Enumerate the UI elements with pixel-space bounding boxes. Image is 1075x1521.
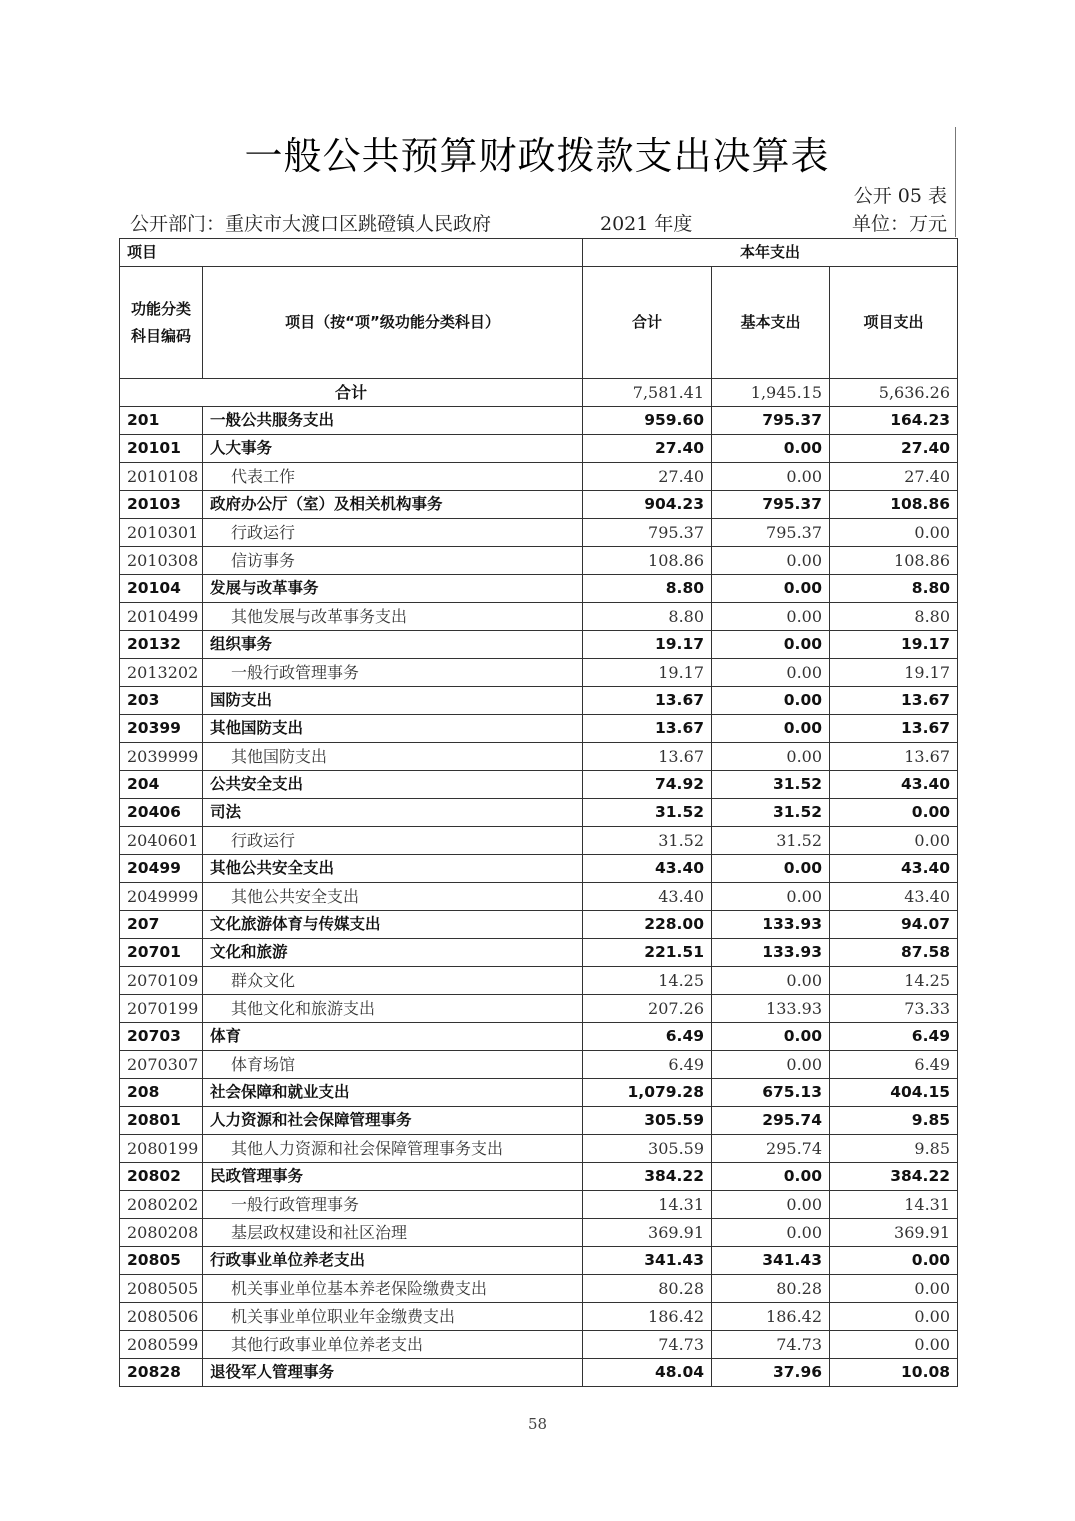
row-total: 13.67 (583, 715, 712, 743)
row-basic: 675.13 (712, 1079, 830, 1107)
table-row (120, 1107, 958, 1135)
table-row (120, 967, 958, 995)
row-project: 0.00 (830, 1331, 958, 1359)
row-total: 904.23 (583, 491, 712, 519)
row-name: 机关事业单位基本养老保险缴费支出 (203, 1275, 583, 1303)
row-name: 一般行政管理事务 (203, 659, 583, 687)
row-code: 20703 (120, 1023, 203, 1051)
row-project: 108.86 (830, 547, 958, 575)
row-project: 27.40 (830, 435, 958, 463)
table-row (120, 659, 958, 687)
row-basic: 31.52 (712, 799, 830, 827)
row-basic: 133.93 (712, 911, 830, 939)
row-name: 代表工作 (203, 463, 583, 491)
row-project: 6.49 (830, 1051, 958, 1079)
page-number: 58 (527, 1415, 548, 1433)
row-name: 其他人力资源和社会保障管理事务支出 (203, 1135, 583, 1163)
total-basic: 1,945.15 (712, 379, 830, 407)
table-row (120, 547, 958, 575)
row-basic: 0.00 (712, 1191, 830, 1219)
row-project: 43.40 (830, 883, 958, 911)
row-code: 2080199 (120, 1135, 203, 1163)
row-basic: 295.74 (712, 1135, 830, 1163)
row-total: 19.17 (583, 631, 712, 659)
row-basic: 0.00 (712, 967, 830, 995)
row-code: 20805 (120, 1247, 203, 1275)
row-name: 一般公共服务支出 (203, 407, 583, 435)
row-basic: 0.00 (712, 603, 830, 631)
row-basic: 31.52 (712, 827, 830, 855)
row-total: 14.31 (583, 1191, 712, 1219)
row-name: 体育场馆 (203, 1051, 583, 1079)
row-name: 其他国防支出 (203, 715, 583, 743)
row-name: 人大事务 (203, 435, 583, 463)
row-code: 2010499 (120, 603, 203, 631)
row-code: 20499 (120, 855, 203, 883)
row-code: 20132 (120, 631, 203, 659)
row-code: 2080506 (120, 1303, 203, 1331)
table-row (120, 827, 958, 855)
row-name: 民政管理事务 (203, 1163, 583, 1191)
row-name: 发展与改革事务 (203, 575, 583, 603)
row-name: 文化和旅游 (203, 939, 583, 967)
row-total: 305.59 (583, 1107, 712, 1135)
row-basic: 295.74 (712, 1107, 830, 1135)
row-code: 2080599 (120, 1331, 203, 1359)
row-name: 司法 (203, 799, 583, 827)
table-row (120, 939, 958, 967)
header-basic: 基本支出 (712, 267, 830, 379)
row-basic: 795.37 (712, 491, 830, 519)
total-sum: 7,581.41 (583, 379, 712, 407)
table-row (120, 1275, 958, 1303)
table-row (120, 1191, 958, 1219)
row-code: 208 (120, 1079, 203, 1107)
row-basic: 0.00 (712, 1023, 830, 1051)
row-total: 369.91 (583, 1219, 712, 1247)
table-row (120, 715, 958, 743)
row-name: 政府办公厅（室）及相关机构事务 (203, 491, 583, 519)
total-label: 合计 (120, 379, 583, 407)
total-row (120, 379, 958, 407)
row-code: 2070199 (120, 995, 203, 1023)
row-name: 机关事业单位职业年金缴费支出 (203, 1303, 583, 1331)
row-project: 384.22 (830, 1163, 958, 1191)
expenditure-table (119, 238, 958, 1387)
form-number: 公开 05 表 (853, 185, 947, 207)
row-total: 305.59 (583, 1135, 712, 1163)
row-project: 0.00 (830, 519, 958, 547)
row-code: 2049999 (120, 883, 203, 911)
row-total: 228.00 (583, 911, 712, 939)
table-row (120, 1219, 958, 1247)
row-basic: 0.00 (712, 547, 830, 575)
row-total: 8.80 (583, 575, 712, 603)
row-total: 384.22 (583, 1163, 712, 1191)
row-total: 221.51 (583, 939, 712, 967)
table-row (120, 435, 958, 463)
row-name: 行政运行 (203, 827, 583, 855)
row-basic: 37.96 (712, 1359, 830, 1387)
row-project: 19.17 (830, 631, 958, 659)
row-code: 2010301 (120, 519, 203, 547)
header-item: 项目 (120, 239, 583, 267)
row-code: 20801 (120, 1107, 203, 1135)
table-row (120, 743, 958, 771)
row-project: 6.49 (830, 1023, 958, 1051)
table-row (120, 519, 958, 547)
row-project: 9.85 (830, 1135, 958, 1163)
row-name: 组织事务 (203, 631, 583, 659)
row-code: 20701 (120, 939, 203, 967)
row-total: 74.92 (583, 771, 712, 799)
row-code: 2080208 (120, 1219, 203, 1247)
row-project: 0.00 (830, 799, 958, 827)
table-row (120, 603, 958, 631)
row-basic: 74.73 (712, 1331, 830, 1359)
row-code: 2039999 (120, 743, 203, 771)
row-code: 20399 (120, 715, 203, 743)
row-total: 13.67 (583, 687, 712, 715)
row-code: 20101 (120, 435, 203, 463)
row-basic: 0.00 (712, 659, 830, 687)
row-name: 社会保障和就业支出 (203, 1079, 583, 1107)
row-total: 341.43 (583, 1247, 712, 1275)
row-basic: 133.93 (712, 939, 830, 967)
row-project: 0.00 (830, 827, 958, 855)
row-total: 74.73 (583, 1331, 712, 1359)
header-row-1 (120, 239, 958, 267)
row-project: 13.67 (830, 687, 958, 715)
row-project: 27.40 (830, 463, 958, 491)
row-name: 公共安全支出 (203, 771, 583, 799)
row-project: 108.86 (830, 491, 958, 519)
row-code: 2010308 (120, 547, 203, 575)
row-name: 其他行政事业单位养老支出 (203, 1331, 583, 1359)
row-project: 9.85 (830, 1107, 958, 1135)
row-code: 2070109 (120, 967, 203, 995)
row-code: 20103 (120, 491, 203, 519)
row-name: 一般行政管理事务 (203, 1191, 583, 1219)
table-row (120, 1331, 958, 1359)
row-basic: 341.43 (712, 1247, 830, 1275)
row-basic: 0.00 (712, 631, 830, 659)
row-basic: 0.00 (712, 687, 830, 715)
row-basic: 186.42 (712, 1303, 830, 1331)
row-code: 2010108 (120, 463, 203, 491)
row-name: 其他国防支出 (203, 743, 583, 771)
row-code: 2080202 (120, 1191, 203, 1219)
header-code (120, 267, 203, 379)
row-total: 6.49 (583, 1023, 712, 1051)
row-project: 0.00 (830, 1275, 958, 1303)
table-row (120, 1359, 958, 1387)
row-code: 20802 (120, 1163, 203, 1191)
row-project: 19.17 (830, 659, 958, 687)
row-project: 73.33 (830, 995, 958, 1023)
row-code: 203 (120, 687, 203, 715)
row-basic: 31.52 (712, 771, 830, 799)
row-project: 94.07 (830, 911, 958, 939)
row-project: 0.00 (830, 1247, 958, 1275)
table-row (120, 1051, 958, 1079)
row-total: 14.25 (583, 967, 712, 995)
row-name: 基层政权建设和社区治理 (203, 1219, 583, 1247)
header-name: 项目（按“项”级功能分类科目） (203, 267, 583, 379)
table-row (120, 1079, 958, 1107)
row-basic: 133.93 (712, 995, 830, 1023)
row-project: 8.80 (830, 603, 958, 631)
row-project: 8.80 (830, 575, 958, 603)
row-name: 其他发展与改革事务支出 (203, 603, 583, 631)
row-code: 2040601 (120, 827, 203, 855)
row-basic: 80.28 (712, 1275, 830, 1303)
row-name: 人力资源和社会保障管理事务 (203, 1107, 583, 1135)
row-project: 0.00 (830, 1303, 958, 1331)
department-label: 公开部门：重庆市大渡口区跳磴镇人民政府 (130, 213, 492, 235)
row-total: 27.40 (583, 463, 712, 491)
total-project: 5,636.26 (830, 379, 958, 407)
row-project: 164.23 (830, 407, 958, 435)
row-name: 群众文化 (203, 967, 583, 995)
table-row (120, 771, 958, 799)
table-row (120, 631, 958, 659)
row-total: 795.37 (583, 519, 712, 547)
row-total: 31.52 (583, 827, 712, 855)
table-row (120, 687, 958, 715)
unit-label: 单位：万元 (851, 213, 947, 235)
row-basic: 0.00 (712, 463, 830, 491)
row-name: 行政运行 (203, 519, 583, 547)
row-total: 1,079.28 (583, 1079, 712, 1107)
row-total: 48.04 (583, 1359, 712, 1387)
header-current-year: 本年支出 (583, 239, 958, 267)
row-basic: 0.00 (712, 1219, 830, 1247)
table-row (120, 1247, 958, 1275)
row-project: 13.67 (830, 715, 958, 743)
table-row (120, 1163, 958, 1191)
row-basic: 795.37 (712, 519, 830, 547)
row-basic: 795.37 (712, 407, 830, 435)
row-code: 20104 (120, 575, 203, 603)
row-total: 31.52 (583, 799, 712, 827)
row-name: 国防支出 (203, 687, 583, 715)
row-total: 43.40 (583, 883, 712, 911)
table-row (120, 407, 958, 435)
row-project: 10.08 (830, 1359, 958, 1387)
row-project: 404.15 (830, 1079, 958, 1107)
row-project: 14.31 (830, 1191, 958, 1219)
row-project: 87.58 (830, 939, 958, 967)
row-code: 201 (120, 407, 203, 435)
table-row (120, 491, 958, 519)
row-code: 2013202 (120, 659, 203, 687)
row-project: 43.40 (830, 855, 958, 883)
row-name: 其他文化和旅游支出 (203, 995, 583, 1023)
table-row (120, 463, 958, 491)
row-basic: 0.00 (712, 575, 830, 603)
row-code: 204 (120, 771, 203, 799)
row-total: 186.42 (583, 1303, 712, 1331)
row-total: 13.67 (583, 743, 712, 771)
table-row (120, 855, 958, 883)
row-code: 2070307 (120, 1051, 203, 1079)
row-total: 43.40 (583, 855, 712, 883)
row-basic: 0.00 (712, 855, 830, 883)
row-name: 退役军人管理事务 (203, 1359, 583, 1387)
row-name: 其他公共安全支出 (203, 855, 583, 883)
table-row (120, 799, 958, 827)
row-total: 207.26 (583, 995, 712, 1023)
header-total: 合计 (583, 267, 712, 379)
row-project: 13.67 (830, 743, 958, 771)
row-name: 体育 (203, 1023, 583, 1051)
row-basic: 0.00 (712, 883, 830, 911)
header-code-text: 功能分类科目编码 (131, 299, 192, 345)
row-name: 信访事务 (203, 547, 583, 575)
row-name: 其他公共安全支出 (203, 883, 583, 911)
row-total: 6.49 (583, 1051, 712, 1079)
table-row (120, 575, 958, 603)
table-row (120, 1135, 958, 1163)
table-row (120, 911, 958, 939)
row-basic: 0.00 (712, 1163, 830, 1191)
row-basic: 0.00 (712, 435, 830, 463)
row-basic: 0.00 (712, 715, 830, 743)
row-name: 文化旅游体育与传媒支出 (203, 911, 583, 939)
row-project: 369.91 (830, 1219, 958, 1247)
row-project: 14.25 (830, 967, 958, 995)
fiscal-year: 2021 年度 (600, 213, 693, 235)
row-total: 959.60 (583, 407, 712, 435)
page-title: 一般公共预算财政拨款支出决算表 (244, 134, 830, 178)
row-code: 20406 (120, 799, 203, 827)
row-total: 80.28 (583, 1275, 712, 1303)
row-name: 行政事业单位养老支出 (203, 1247, 583, 1275)
row-code: 2080505 (120, 1275, 203, 1303)
row-code: 207 (120, 911, 203, 939)
row-total: 108.86 (583, 547, 712, 575)
header-row-2 (120, 267, 958, 379)
row-project: 43.40 (830, 771, 958, 799)
row-total: 8.80 (583, 603, 712, 631)
row-code: 20828 (120, 1359, 203, 1387)
header-project: 项目支出 (830, 267, 958, 379)
table-row (120, 1303, 958, 1331)
row-basic: 0.00 (712, 743, 830, 771)
table-row (120, 883, 958, 911)
row-basic: 0.00 (712, 1051, 830, 1079)
table-row (120, 1023, 958, 1051)
table-row (120, 995, 958, 1023)
row-total: 27.40 (583, 435, 712, 463)
row-total: 19.17 (583, 659, 712, 687)
